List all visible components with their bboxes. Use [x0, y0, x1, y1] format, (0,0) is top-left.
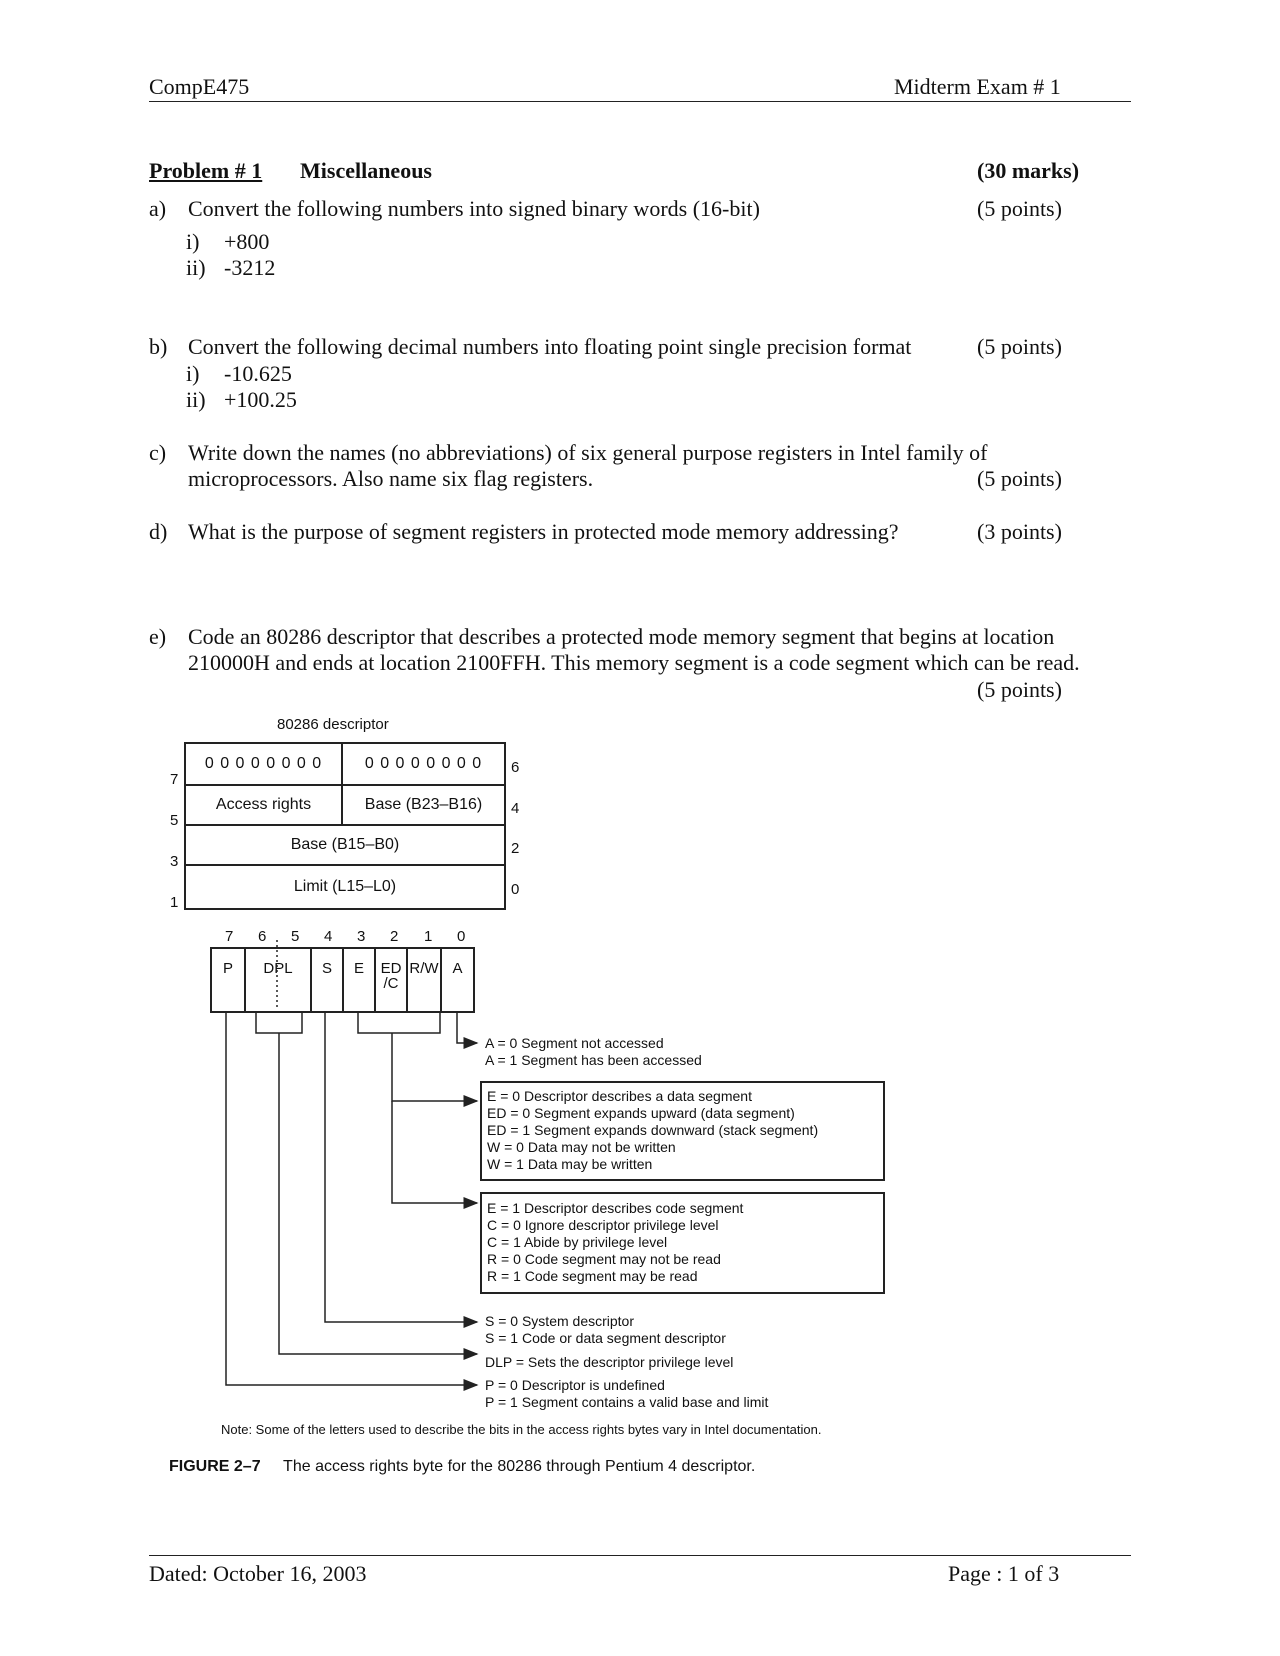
byte-number-right: 2 — [511, 840, 520, 857]
exam-title: Midterm Exam # 1 — [894, 74, 1061, 99]
bit-a: A — [442, 949, 475, 1011]
question-c-label: c) — [149, 440, 167, 465]
bit-number: 7 — [225, 928, 234, 945]
bit-number: 5 — [291, 928, 300, 945]
descriptor-row1-left: 0 0 0 0 0 0 0 0 — [186, 744, 343, 786]
question-a-item-label: i) — [186, 229, 200, 254]
data-segment-box: E = 0 Descriptor describes a data segment ED = 0 Segment expands upward (data segment) ED = 1 Segment expands downward (stack segment) W = 0 Data may not be written W = 1 Data may be written — [480, 1081, 885, 1181]
question-a-item-value: +800 — [224, 229, 270, 254]
question-a-item-value: -3212 — [224, 255, 276, 280]
byte-number-right: 6 — [511, 759, 520, 776]
question-b-text: Convert the following decimal numbers into floating point single precision format — [188, 334, 912, 359]
descriptor-row1-right: 0 0 0 0 0 0 0 0 — [343, 744, 506, 786]
bit-dpl: DPL — [246, 949, 312, 1011]
bit-s: S — [312, 949, 344, 1011]
problem-marks: (30 marks) — [977, 158, 1080, 183]
byte-number-left: 3 — [170, 853, 179, 870]
bit-number: 1 — [424, 928, 433, 945]
question-a-text: Convert the following numbers into signed binary words (16-bit) — [188, 196, 760, 221]
a-bit-description: A = 0 Segment not accessed A = 1 Segment has been accessed — [485, 1035, 702, 1068]
bit-number: 3 — [357, 928, 366, 945]
question-c-points: (5 points) — [977, 466, 1062, 491]
question-c-line1: Write down the names (no abbreviations) of six general purpose registers in Intel family of — [188, 440, 988, 465]
byte-number-left: 1 — [170, 894, 179, 911]
question-b-item-label: ii) — [186, 387, 206, 412]
problem-title: Miscellaneous — [300, 158, 432, 183]
question-b-item-value: +100.25 — [224, 387, 297, 412]
question-a-points: (5 points) — [977, 196, 1062, 221]
question-d-text: What is the purpose of segment registers in protected mode memory addressing? — [188, 519, 899, 544]
problem-number: Problem # 1 — [149, 158, 263, 183]
byte-number-right: 0 — [511, 881, 520, 898]
s-bit-description: S = 0 System descriptor S = 1 Code or data segment descriptor — [485, 1313, 726, 1346]
byte-number-left: 7 — [170, 771, 179, 788]
bit-e: E — [344, 949, 376, 1011]
question-a-item-label: ii) — [186, 255, 206, 280]
figure-caption-text: The access rights byte for the 80286 through Pentium 4 descriptor. — [283, 1458, 756, 1475]
question-b-points: (5 points) — [977, 334, 1062, 359]
footer-rule — [149, 1555, 1131, 1556]
byte-number-left: 5 — [170, 812, 179, 829]
question-e-line1: Code an 80286 descriptor that describes a protected mode memory segment that begins at location — [188, 624, 1055, 649]
code-segment-box: E = 1 Descriptor describes code segment C = 0 Ignore descriptor privilege level C = 1 Abide by privilege level R = 0 Code segment may not be read R = 1 Code segment may be read — [480, 1192, 885, 1294]
question-d-points: (3 points) — [977, 519, 1062, 544]
footer-date: Dated: October 16, 2003 — [149, 1561, 367, 1586]
bit-ed-label: ED — [380, 960, 402, 977]
question-c-line2: microprocessors. Also name six flag registers. — [188, 466, 594, 491]
p-bit-description: P = 0 Descriptor is undefined P = 1 Segment contains a valid base and limit — [485, 1377, 769, 1410]
bit-number: 2 — [390, 928, 399, 945]
dpl-description: DLP = Sets the descriptor privilege level — [485, 1354, 734, 1370]
question-e-line2: 210000H and ends at location 2100FFH. This memory segment is a code segment which can be read. — [188, 650, 1080, 675]
figure-caption — [169, 1458, 755, 1476]
question-d-label: d) — [149, 519, 168, 544]
figure-caption-label: FIGURE 2–7 — [169, 1458, 261, 1475]
question-a-label: a) — [149, 196, 167, 221]
bit-number: 0 — [457, 928, 466, 945]
descriptor-base-high: Base (B23–B16) — [343, 786, 506, 826]
question-b-item-value: -10.625 — [224, 361, 292, 386]
question-b-label: b) — [149, 334, 168, 359]
figure-note: Note: Some of the letters used to describe the bits in the access rights bytes vary in Intel documentation. — [221, 1422, 822, 1437]
descriptor-base-low: Base (B15–B0) — [186, 826, 506, 866]
question-e-label: e) — [149, 624, 167, 649]
descriptor-access-rights: Access rights — [186, 786, 343, 826]
bit-number: 6 — [258, 928, 267, 945]
bit-rw: R/W — [408, 949, 442, 1011]
bit-number: 4 — [324, 928, 333, 945]
question-b-item-label: i) — [186, 361, 200, 386]
footer-page: Page : 1 of 3 — [948, 1561, 1060, 1586]
descriptor-limit: Limit (L15–L0) — [186, 866, 506, 910]
bit-p: P — [212, 949, 246, 1011]
descriptor-title: 80286 descriptor — [277, 716, 389, 733]
question-e-points: (5 points) — [977, 677, 1062, 702]
byte-number-right: 4 — [511, 800, 520, 817]
course-code: CompE475 — [149, 74, 250, 99]
bit-c-label: /C — [383, 975, 399, 992]
